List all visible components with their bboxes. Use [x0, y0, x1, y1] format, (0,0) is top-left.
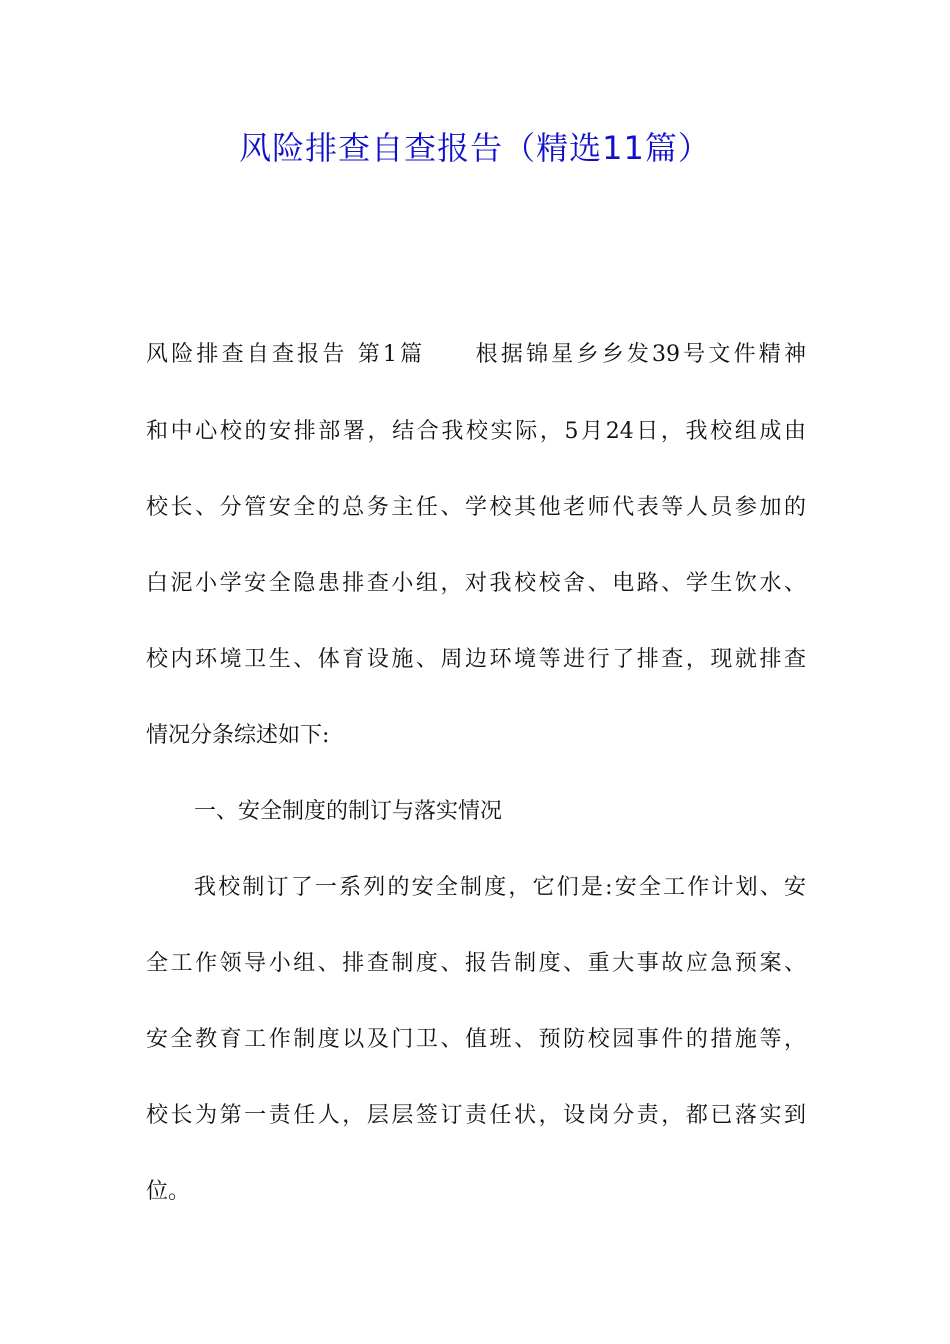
paragraph-line: 校长为第一责任人，层层签订责任状，设岗分责，都已落实到: [146, 1103, 806, 1128]
paragraph-line: 安全教育工作制度以及门卫、值班、预防校园事件的措施等，: [146, 1027, 806, 1052]
paragraph-line: 校内环境卫生、体育设施、周边环境等进行了排查，现就排查: [146, 647, 806, 672]
paragraph-line: 位。: [146, 1179, 191, 1204]
section-heading: 一、安全制度的制订与落实情况: [194, 799, 503, 824]
paragraph-line: 和中心校的安排部署，结合我校实际，5月24日，我校组成由: [146, 419, 806, 444]
paragraph-line: 我校制订了一系列的安全制度，它们是:安全工作计划、安: [194, 875, 806, 900]
paragraph-line: 白泥小学安全隐患排查小组，对我校校舍、电路、学生饮水、: [146, 571, 806, 596]
paragraph-line: 情况分条综述如下:: [146, 723, 330, 748]
paragraph-line: 全工作领导小组、排查制度、报告制度、重大事故应急预案、: [146, 951, 806, 976]
document-title: 风险排查自查报告（精选11篇）: [239, 129, 711, 167]
paragraph-line: 校长、分管安全的总务主任、学校其他老师代表等人员参加的: [146, 495, 806, 520]
paragraph-line: 风险排查自查报告 第1篇 根据锦星乡乡发39号文件精神: [146, 342, 806, 367]
